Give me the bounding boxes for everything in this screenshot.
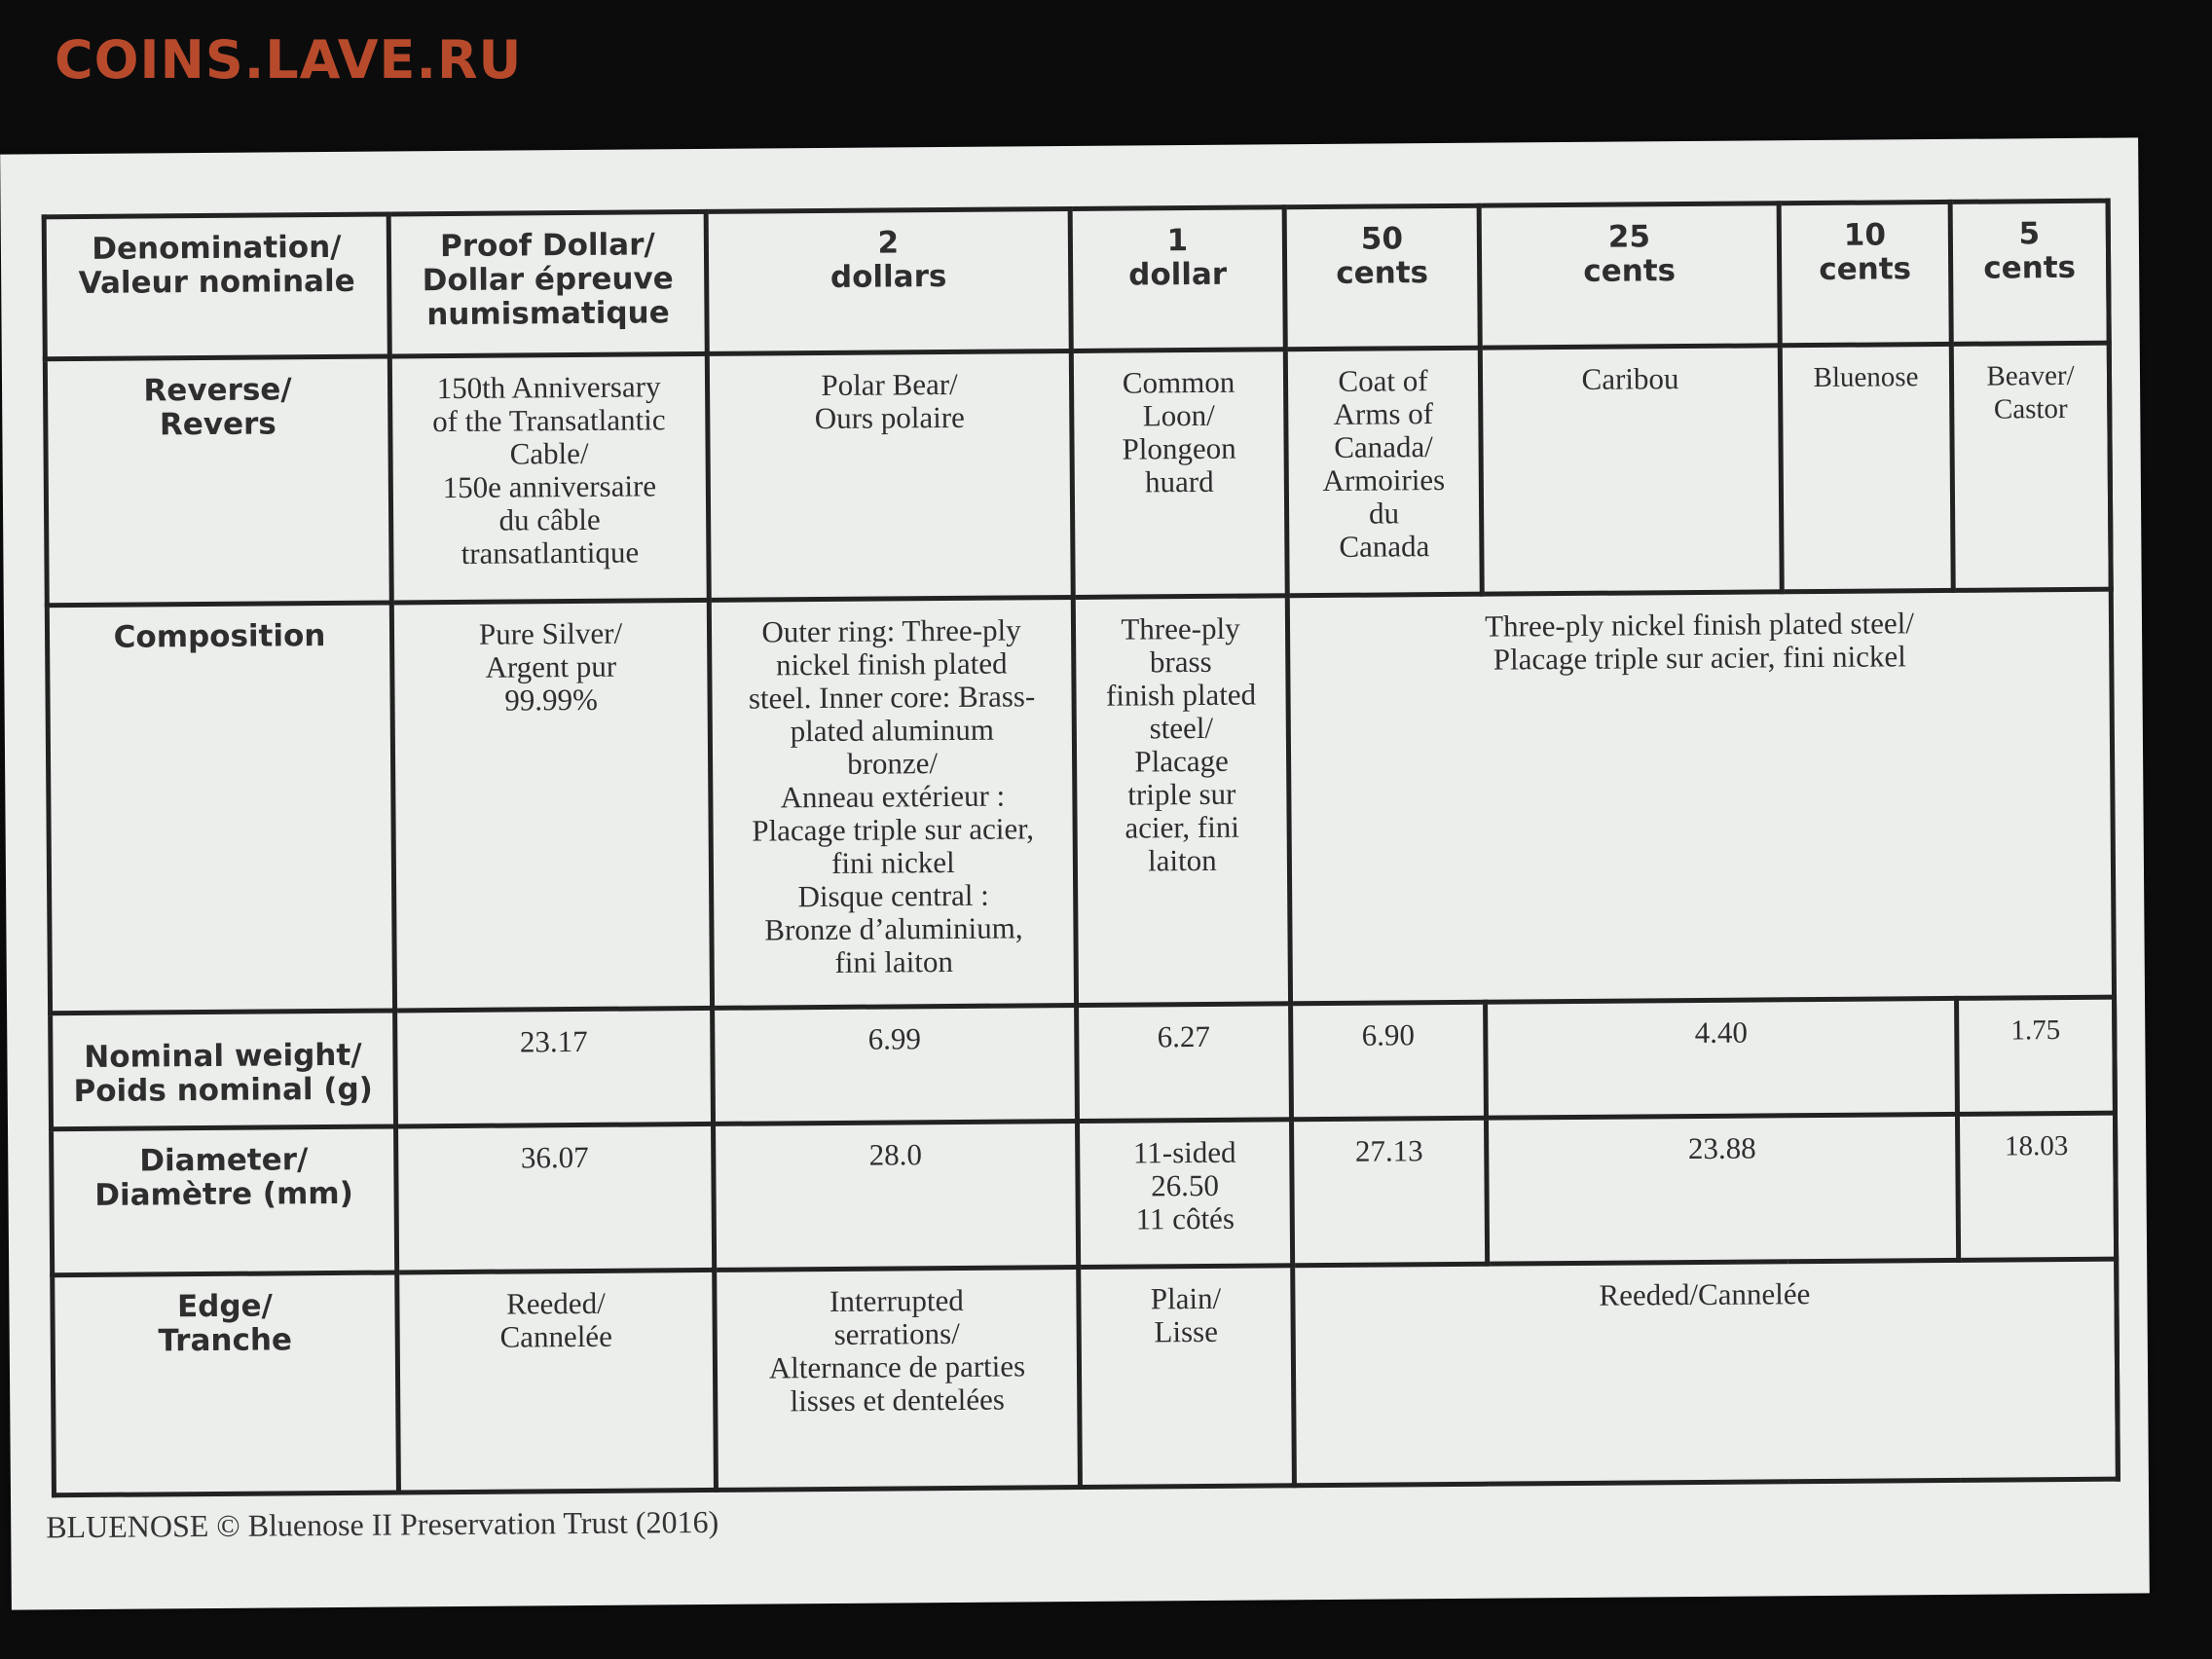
diameter-row	[52, 1113, 2117, 1275]
reverse-10-cents: Bluenose	[1780, 344, 1953, 591]
reverse-50-cents: Coat of Arms of Canada/ Armoiries du Canada	[1285, 348, 1482, 596]
reverse-2-dollars: Polar Bear/ Ours polaire	[707, 350, 1073, 600]
denomination-50-cents: 50 cents	[1284, 205, 1480, 349]
watermark: COINS.LAVE.RU	[55, 29, 523, 91]
copyright-footer: BLUENOSE © Bluenose II Preservation Trust (2016)	[46, 1503, 719, 1545]
weight-label: Nominal weight/ Poids nominal (g)	[51, 1011, 396, 1128]
edge-2-dollars: Interrupted serrations/ Alternance de parties lisses et dentelées	[715, 1268, 1081, 1491]
diameter-10-cents: 18.03	[1957, 1113, 2116, 1261]
reverse-25-cents: Caribou	[1480, 345, 1782, 593]
reverse-row	[45, 343, 2111, 606]
denomination-10-cents: 10 cents	[1779, 202, 1951, 345]
reverse-label: Reverse/ Revers	[45, 356, 391, 606]
reverse-5-cents: Beaver/ Castor	[1951, 343, 2111, 590]
diameter-1-dollar: 11-sided 26.50 11 côtés	[1077, 1119, 1292, 1267]
denomination-row	[44, 201, 2109, 358]
weight-10-cents: 1.75	[1957, 997, 2116, 1114]
composition-proof-dollar: Pure Silver/ Argent pur 99.99%	[391, 600, 712, 1011]
weight-1-dollar: 6.27	[1077, 1004, 1292, 1121]
coin-set-card	[0, 137, 2150, 1609]
reverse-proof-dollar: 150th Anniversary of the Transatlantic Cable/ 150e anniversaire du câble transatlantique	[389, 353, 709, 603]
diameter-proof-dollar: 36.07	[396, 1124, 715, 1272]
edge-1-dollar: Plain/ Lisse	[1079, 1266, 1295, 1488]
weight-25-cents: 4.40	[1486, 998, 1958, 1117]
weight-2-dollars: 6.99	[713, 1006, 1078, 1124]
composition-1-dollar: Three-ply brass finish plated steel/ Placage triple sur acier, fini laiton	[1073, 595, 1290, 1005]
diameter-label: Diameter/ Diamètre (mm)	[52, 1126, 397, 1275]
diameter-25-cents: 23.88	[1486, 1114, 1958, 1264]
composition-row	[47, 589, 2114, 1014]
edge-row	[53, 1259, 2119, 1495]
specification-table	[42, 199, 2120, 1498]
composition-2-dollars: Outer ring: Three-ply nickel finish plated steel. Inner core: Brass- plated aluminum bronze/ Anneau extérieur : Placage triple sur acier, fini nickel Disque central : Bronze d’aluminium, fini laiton	[709, 597, 1076, 1009]
composition-label: Composition	[47, 603, 394, 1014]
denomination-5-cents: 5 cents	[1950, 201, 2109, 344]
reverse-1-dollar: Common Loon/ Plongeon huard	[1071, 349, 1287, 597]
denomination-25-cents: 25 cents	[1479, 203, 1780, 348]
composition-small-coins: Three-ply nickel finish plated steel/ Placage triple sur acier, fini nickel	[1287, 589, 2114, 1004]
edge-proof-dollar: Reeded/ Cannelée	[397, 1271, 717, 1493]
denomination-label: Denomination/ Valeur nominale	[44, 214, 389, 358]
weight-row	[51, 997, 2116, 1128]
denomination-1-dollar: 1 dollar	[1070, 207, 1285, 350]
denomination-proof-dollar: Proof Dollar/ Dollar épreuve numismatique	[388, 211, 707, 355]
diameter-50-cents: 27.13	[1291, 1118, 1487, 1266]
edge-50-25-10-cents: Reeded/Cannelée	[1293, 1259, 2119, 1486]
weight-proof-dollar: 23.17	[395, 1009, 714, 1126]
edge-label: Edge/ Tranche	[53, 1272, 399, 1495]
weight-50-cents: 6.90	[1291, 1002, 1487, 1119]
diameter-2-dollars: 28.0	[714, 1121, 1079, 1270]
denomination-2-dollars: 2 dollars	[706, 209, 1071, 353]
